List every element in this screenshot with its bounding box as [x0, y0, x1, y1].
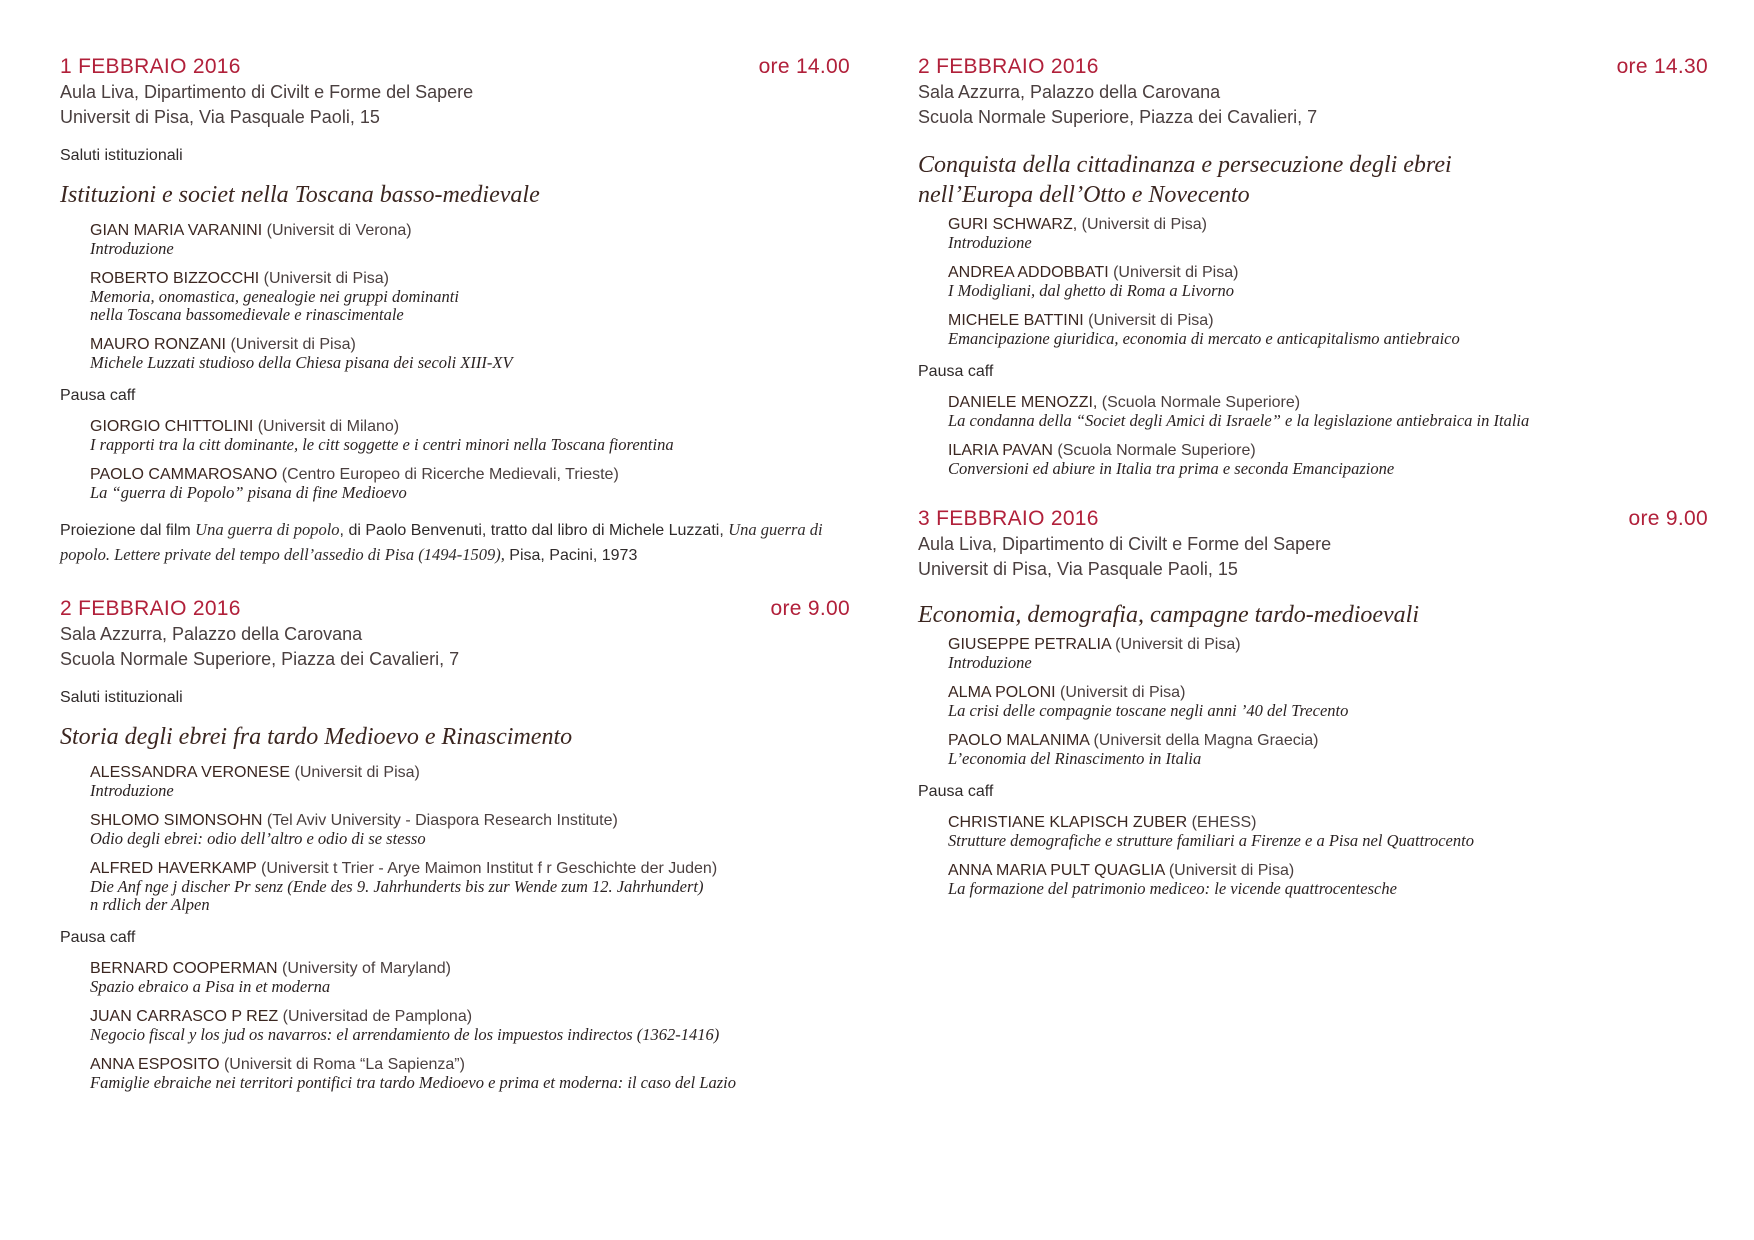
talk-title: Negocio fiscal y los jud os navarros: el arrendamiento de los impuestos indirectos (1362-1416) [90, 1025, 720, 1044]
session-date: 3 FEBBRAIO 2016 [918, 507, 1099, 530]
speaker-affiliation: (Universit di Pisa) [259, 270, 390, 287]
talk-item [90, 1056, 850, 1092]
session-theme-continued: nell’Europa dell’Otto e Novecento [918, 182, 1250, 208]
talk-item [90, 1008, 850, 1044]
session-header [60, 596, 850, 622]
speaker-affiliation: (Universit di Pisa) [1110, 636, 1241, 653]
speaker-name: GIUSEPPE PETRALIA [948, 636, 1111, 653]
talk-item [90, 270, 850, 324]
coffee-break: Pausa caff [60, 387, 136, 404]
talk-title: La “guerra di Popolo” pisana di fine Medioevo [90, 483, 407, 502]
talk-title: Conversioni ed abiure in Italia tra prima e seconda Emancipazione [948, 459, 1395, 478]
left-column [60, 54, 850, 1120]
speaker-name: CHRISTIANE KLAPISCH ZUBER [948, 814, 1188, 831]
greetings: Saluti istituzionali [60, 689, 183, 706]
speaker-name: DANIELE MENOZZI, [948, 394, 1098, 411]
coffee-break: Pausa caff [60, 929, 136, 946]
speaker-name: PAOLO MALANIMA [948, 732, 1090, 749]
greetings: Saluti istituzionali [60, 147, 183, 164]
talk-item [948, 216, 1708, 252]
session-time: ore 9.00 [770, 597, 850, 620]
session-theme: Economia, demografia, campagne tardo-medioevali [918, 602, 1420, 628]
talk-item [948, 312, 1708, 348]
speaker-name: ANDREA ADDOBBATI [948, 264, 1109, 281]
talk-title: La formazione del patrimonio mediceo: le vicende quattrocentesche [948, 879, 1397, 898]
session-time: ore 14.00 [758, 55, 850, 78]
venue-line: Universit di Pisa, Via Pasquale Paoli, 15 [60, 107, 380, 127]
talk-title: Memoria, onomastica, genealogie nei gruppi dominanti [90, 287, 459, 306]
venue-line: Universit di Pisa, Via Pasquale Paoli, 15 [918, 559, 1238, 579]
speaker-affiliation: (Universit t Trier - Arye Maimon Institut f r Geschichte der Juden) [256, 860, 718, 877]
talk-title-continued: nella Toscana bassomedievale e rinascimentale [90, 305, 404, 324]
talk-title: La condanna della “Societ degli Amici di Israele” e la legislazione antiebraica in Italia [948, 411, 1530, 430]
speaker-name: ALFRED HAVERKAMP [90, 860, 257, 877]
session-header [918, 506, 1708, 532]
talk-title-continued: n rdlich der Alpen [90, 895, 210, 914]
session-date: 1 FEBBRAIO 2016 [60, 55, 241, 78]
talk-title: Famiglie ebraiche nei territori pontifici tra tardo Medioevo e prima et moderna: il caso del Lazio [90, 1073, 737, 1092]
talk-item [90, 418, 850, 454]
venue-line: Scuola Normale Superiore, Piazza dei Cavalieri, 7 [918, 107, 1318, 127]
talk-item [90, 860, 850, 914]
talk-item [948, 684, 1708, 720]
talk-title: L’economia del Rinascimento in Italia [948, 749, 1202, 768]
talk-title: La crisi delle compagnie toscane negli anni ’40 del Trecento [948, 701, 1349, 720]
speaker-affiliation: (Universitad de Pamplona) [278, 1008, 473, 1025]
speaker-affiliation: (Universit di Pisa) [1164, 862, 1295, 879]
film-text: , di Paolo Benvenuti, tratto dal libro di Michele Luzzati, [339, 522, 729, 539]
speaker-affiliation: (Centro Europeo di Ricerche Medievali, Trieste) [277, 466, 619, 483]
venue-line: Scuola Normale Superiore, Piazza dei Cavalieri, 7 [60, 649, 460, 669]
speaker-affiliation: (Universit di Pisa) [290, 764, 420, 781]
speaker-affiliation: (Tel Aviv University - Diaspora Research Institute) [262, 812, 618, 829]
talk-title: Spazio ebraico a Pisa in et moderna [90, 977, 331, 996]
speaker-name: ILARIA PAVAN [948, 442, 1053, 459]
talk-title: Emancipazione giuridica, economia di mercato e anticapitalismo antiebraico [948, 329, 1460, 348]
venue-line: Sala Azzurra, Palazzo della Carovana [60, 624, 363, 644]
talk-item [948, 636, 1708, 672]
speaker-affiliation: (Universit di Pisa) [1083, 312, 1214, 329]
speaker-name: ANNA MARIA PULT QUAGLIA [948, 862, 1165, 879]
talk-title: Die Anf nge j discher Pr senz (Ende des 9. Jahrhunderts bis zur Wende zum 12. Jahrhundert) [90, 877, 704, 896]
speaker-name: ALESSANDRA VERONESE [90, 764, 291, 781]
speaker-name: GURI SCHWARZ, [948, 216, 1078, 233]
film-text: Pisa, Pacini, 1973 [504, 547, 638, 564]
talk-item [948, 394, 1708, 430]
talk-title: I Modigliani, dal ghetto di Roma a Livorno [948, 281, 1234, 300]
talk-item [90, 336, 850, 372]
talk-title: Odio degli ebrei: odio dell’altro e odio di se stesso [90, 829, 426, 848]
talk-item [948, 442, 1708, 478]
talk-title: Michele Luzzati studioso della Chiesa pisana dei secoli XIII-XV [90, 353, 513, 372]
session-4 [918, 506, 1708, 898]
speaker-name: MICHELE BATTINI [948, 312, 1084, 329]
speaker-affiliation: (Universit di Roma “La Sapienza”) [219, 1056, 465, 1073]
film-title: Una guerra di popolo [195, 520, 340, 539]
speaker-name: GIORGIO CHITTOLINI [90, 418, 254, 435]
coffee-break: Pausa caff [918, 783, 994, 800]
session-header [918, 54, 1708, 80]
talk-title: I rapporti tra la citt dominante, le citt soggette e i centri minori nella Toscana fiorentina [90, 435, 674, 454]
venue-line: Aula Liva, Dipartimento di Civilt e Forme del Sapere [60, 82, 474, 102]
venue-line: Aula Liva, Dipartimento di Civilt e Forme del Sapere [918, 534, 1332, 554]
book-title: Una guerra di popolo. Lettere private del tempo dell’assedio di Pisa (1494-1509), [60, 520, 823, 564]
talk-title: Introduzione [90, 239, 174, 258]
speaker-affiliation: (Universit di Pisa) [1077, 216, 1207, 233]
talk-title: Introduzione [948, 653, 1032, 672]
talk-title: Strutture demografiche e strutture familiari a Firenze e a Pisa nel Quattrocento [948, 831, 1474, 850]
right-column [918, 54, 1708, 926]
speaker-name: SHLOMO SIMONSOHN [90, 812, 263, 829]
speaker-name: BERNARD COOPERMAN [90, 960, 278, 977]
talk-item [90, 466, 850, 502]
speaker-affiliation: (Scuola Normale Superiore) [1052, 442, 1256, 459]
speaker-affiliation: (Universit della Magna Graecia) [1089, 732, 1319, 749]
talk-item [90, 960, 850, 996]
talk-title: Introduzione [948, 233, 1032, 252]
session-time: ore 9.00 [1628, 507, 1708, 530]
talk-item [948, 264, 1708, 300]
session-theme: Storia degli ebrei fra tardo Medioevo e Rinascimento [60, 724, 573, 750]
talk-title: Introduzione [90, 781, 174, 800]
talk-item [948, 862, 1708, 898]
talk-item [948, 732, 1708, 768]
speaker-affiliation: (Universit di Pisa) [1055, 684, 1186, 701]
session-date: 2 FEBBRAIO 2016 [60, 597, 241, 620]
speaker-name: ALMA POLONI [948, 684, 1056, 701]
speaker-affiliation: (Universit di Pisa) [1108, 264, 1239, 281]
session-3 [918, 54, 1708, 478]
speaker-affiliation: (EHESS) [1187, 814, 1257, 831]
session-header [60, 54, 850, 80]
speaker-name: ANNA ESPOSITO [90, 1056, 220, 1073]
talk-item [90, 222, 850, 258]
speaker-name: MAURO RONZANI [90, 336, 226, 353]
session-2 [60, 596, 850, 1092]
speaker-affiliation: (Universit di Milano) [253, 418, 400, 435]
session-time: ore 14.30 [1616, 55, 1708, 78]
speaker-name: ROBERTO BIZZOCCHI [90, 270, 260, 287]
venue-line: Sala Azzurra, Palazzo della Carovana [918, 82, 1221, 102]
session-theme: Istituzioni e societ nella Toscana basso-medievale [60, 182, 540, 208]
session-date: 2 FEBBRAIO 2016 [918, 55, 1099, 78]
speaker-affiliation: (Universit di Pisa) [226, 336, 356, 353]
speaker-name: GIAN MARIA VARANINI [90, 222, 263, 239]
speaker-affiliation: (Scuola Normale Superiore) [1097, 394, 1301, 411]
speaker-name: JUAN CARRASCO P REZ [90, 1008, 279, 1025]
speaker-affiliation: (University of Maryland) [277, 960, 451, 977]
film-text: Proiezione dal film [60, 522, 196, 539]
speaker-name: PAOLO CAMMAROSANO [90, 466, 278, 483]
session-theme: Conquista della cittadinanza e persecuzione degli ebrei [918, 152, 1452, 178]
film-screening [60, 518, 850, 568]
talk-item [90, 764, 850, 800]
session-1 [60, 54, 850, 568]
speaker-affiliation: (Universit di Verona) [262, 222, 412, 239]
coffee-break: Pausa caff [918, 363, 994, 380]
talk-item [90, 812, 850, 848]
talk-item [948, 814, 1708, 850]
